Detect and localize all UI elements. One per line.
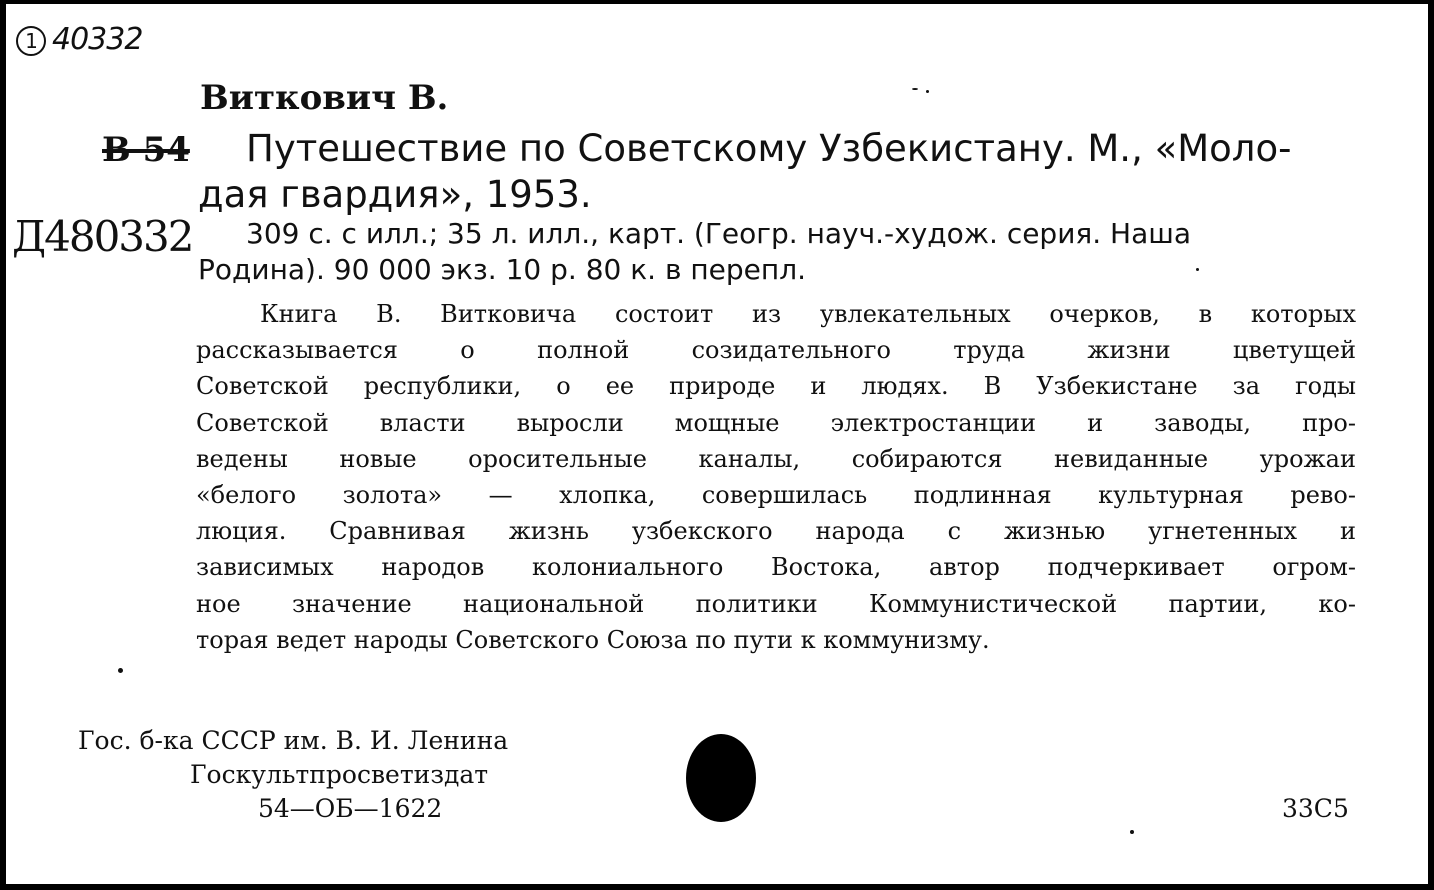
- library-line-2: Госкультпросветиздат: [190, 760, 489, 789]
- library-line-3: 54—ОБ—1622: [258, 794, 443, 823]
- title-line-2: дая гвардия», 1953.: [198, 173, 592, 216]
- shelf-mark: В 54: [102, 130, 190, 170]
- title-line-1: Путешествие по Советскому Узбекистану. М., «Моло-: [246, 127, 1292, 170]
- annotation-line: Советской власти выросли мощные электростанции и заводы, про-: [196, 408, 1356, 437]
- catalog-card: [6, 4, 1428, 884]
- library-imprint: [78, 724, 508, 826]
- author-heading: Виткович В.: [200, 78, 449, 118]
- handwritten-accession-number-left: Д480332: [12, 212, 193, 261]
- ink-speck: [118, 668, 123, 673]
- annotation-line: ведены новые оросительные каналы, собираются невиданные урожаи: [196, 444, 1356, 473]
- library-line-1: Гос. б-ка СССР им. В. И. Ленина: [78, 726, 509, 755]
- ink-speck: [1130, 830, 1134, 834]
- handwritten-accession-number-top: [16, 22, 142, 57]
- circled-number: 1: [16, 26, 46, 56]
- annotation-line: зависимых народов колониального Востока, автор подчеркивает огром-: [196, 553, 1356, 582]
- punch-hole: [686, 734, 756, 822]
- annotation-line: люция. Сравнивая жизнь узбекского народа с жизнью угнетенных и: [196, 517, 1356, 546]
- annotation-line: Книга В. Витковича состоит из увлекательных очерков, в которых: [260, 300, 1356, 328]
- imprint-line-2: Родина). 90 000 экз. 10 р. 80 к. в перепл.: [198, 253, 806, 286]
- annotation: [196, 296, 1356, 658]
- imprint-details: [198, 216, 1358, 288]
- accession-number-top: 40332: [52, 22, 143, 57]
- ink-speck: [1196, 268, 1199, 271]
- annotation-line: «белого золота» — хлопка, совершилась подлинная культурная рево-: [196, 481, 1356, 510]
- imprint-line-1: 309 с. с илл.; 35 л. илл., карт. (Геогр. науч.-худож. серия. Наша: [246, 217, 1192, 250]
- book-title: [198, 126, 1358, 218]
- annotation-line: ное значение национальной политики Коммунистической партии, ко-: [196, 589, 1356, 618]
- annotation-line: торая ведет народы Советского Союза по пути к коммунизму.: [196, 625, 990, 654]
- ink-speck: [912, 88, 918, 90]
- ink-speck: [926, 90, 929, 93]
- annotation-line: Советской республики, о ее природе и людях. В Узбекистане за годы: [196, 372, 1356, 401]
- card-code: 33С5: [1282, 794, 1349, 823]
- annotation-line: рассказывается о полной созидательного труда жизни цветущей: [196, 336, 1356, 365]
